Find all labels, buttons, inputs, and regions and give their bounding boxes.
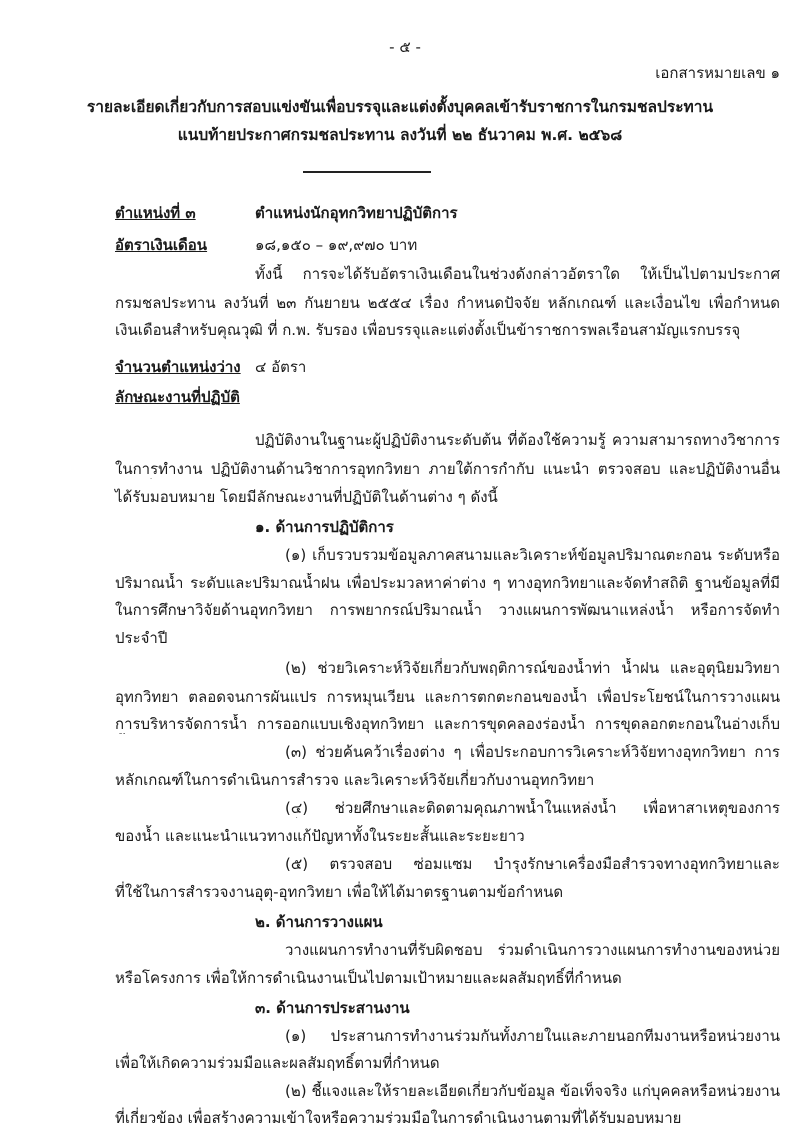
- duty-item: ที่เกี่ยวข้อง เพื่อสร้างความเข้าใจหรือความร่วมมือในการดำเนินงานตามที่ได้รับมอบหมาย: [115, 1109, 682, 1127]
- duty-item: ปริมาณน้ำ ระดับและปริมาณน้ำฝน เพื่อประมวลหาค่าต่าง ๆ ทางอุทกวิทยาและจัดทำสถิติ ฐานข้อมูลที่มี: [115, 574, 780, 592]
- duties-heading: ลักษณะงานที่ปฏิบัติ: [115, 388, 240, 406]
- duty-item: ที่ใช้ในการสำรวจงานอุตุ-อุทกวิทยา เพื่อให้ได้มาตรฐานตามข้อกำหนด: [115, 883, 564, 901]
- duty-item: (๒) ชี้แจงและให้รายละเอียดเกี่ยวกับข้อมูล ข้อเท็จจริง แก่บุคคลหรือหน่วยงาน: [285, 1082, 780, 1100]
- duties-intro: ได้รับมอบหมาย โดยมีลักษณะงานที่ปฏิบัติในด้านต่าง ๆ ดังนี้: [115, 488, 498, 506]
- duty-item: (๒) ช่วยวิเคราะห์วิจัยเกี่ยวกับพฤติการณ์ของน้ำท่า น้ำฝน และอุตุนิยมวิทยา: [285, 659, 780, 677]
- duty-item: ในการศึกษาวิจัยด้านอุทกวิทยา การพยากรณ์ปริมาณน้ำ วางแผนการพัฒนาแหล่งน้ำ หรือการจัดทำ: [115, 601, 780, 619]
- duty-item: (๑) ประสานการทำงานร่วมกันทั้งภายในและภายนอกทีมงานหรือหน่วยงาน: [285, 1027, 780, 1045]
- section-heading: ๑. ด้านการปฏิบัติการ: [255, 518, 394, 536]
- title-divider: [303, 171, 431, 173]
- duty-item: หรือโครงการ เพื่อให้การดำเนินงานเป็นไปตามเป้าหมายและผลสัมฤทธิ์ที่กำหนด: [115, 969, 622, 987]
- document-reference: เอกสารหมายเลข ๑: [655, 64, 780, 82]
- vacancies-label: จำนวนตำแหน่งว่าง: [115, 358, 241, 376]
- position-label: ตำแหน่งที่ ๓: [115, 204, 196, 222]
- duty-item: (๕) ตรวจสอบ ซ่อมแซม บำรุงรักษาเครื่องมือสำรวจทางอุทกวิทยาและ: [285, 855, 780, 873]
- salary-note: กรมชลประทาน ลงวันที่ ๒๓ กันยายน ๒๕๕๔ เรื่อง กำหนดปัจจัย หลักเกณฑ์ และเงื่อนไข เพื่อกำหนด: [115, 294, 780, 312]
- duty-item: ประจำปี: [115, 629, 168, 647]
- position-value: ตำแหน่งนักอุทกวิทยาปฏิบัติการ: [255, 204, 458, 222]
- duty-item: (๔) ช่วยศึกษาและติดตามคุณภาพน้ำในแหล่งน้ำ เพื่อหาสาเหตุของการ: [285, 799, 780, 817]
- document-title-line-1: รายละเอียดเกี่ยวกับการสอบแข่งขันเพื่อบรรจุและแต่งตั้งบุคคลเข้ารับราชการในกรมชลประทาน: [86, 98, 714, 116]
- duty-item: (๓) ช่วยค้นคว้าเรื่องต่าง ๆ เพื่อประกอบการวิเคราะห์วิจัยทางอุทกวิทยา การ: [285, 743, 780, 761]
- duty-item: เพื่อให้เกิดความร่วมมือและผลสัมฤทธิ์ตามที่กำหนด: [115, 1054, 440, 1072]
- duty-item: ของน้ำ และแนะนำแนวทางแก้ปัญหาทั้งในระยะสั้นและระยะยาว: [115, 827, 525, 845]
- section-heading: ๒. ด้านการวางแผน: [255, 913, 383, 931]
- salary-note: เงินเดือนสำหรับคุณวุฒิ ที่ ก.พ. รับรอง เพื่อบรรจุและแต่งตั้งเป็นข้าราชการพลเรือนสามัญแรกบรรจุ: [115, 321, 741, 339]
- section-heading: ๓. ด้านการประสานงาน: [255, 999, 410, 1017]
- duty-item: (๑) เก็บรวบรวมข้อมูลภาคสนามและวิเคราะห์ข้อมูลปริมาณตะกอน ระดับหรือ: [285, 546, 780, 564]
- salary-note: ทั้งนี้ การจะได้รับอัตราเงินเดือนในช่วงดังกล่าวอัตราใด ให้เป็นไปตามประกาศ: [255, 265, 780, 283]
- duty-item: วางแผนการทำงานที่รับผิดชอบ ร่วมดำเนินการวางแผนการทำงานของหน่วย: [285, 941, 780, 959]
- salary-label: อัตราเงินเดือน: [115, 236, 208, 254]
- duties-intro: ปฏิบัติงานในฐานะผู้ปฏิบัติงานระดับต้น ที่ต้องใช้ความรู้ ความสามารถทางวิชาการ: [255, 431, 780, 449]
- vacancies-value: ๔ อัตรา: [255, 358, 307, 376]
- duty-item: การบริหารจัดการน้ำ การออกแบบเชิงอุทกวิทยา และการขุดคลองร่องน้ำ การขุดลอกตะกอนในอ่างเก็บ: [115, 715, 780, 733]
- duties-intro: ในการทำงาน ปฏิบัติงานด้านวิชาการอุทกวิทยา ภายใต้การกำกับ แนะนำ ตรวจสอบ และปฏิบัติงานอื่น: [115, 460, 780, 478]
- page-number: - ๕ -: [389, 38, 421, 56]
- duty-item: อุทกวิทยา ตลอดจนการผันแปร การหมุนเวียน และการตกตะกอนของน้ำ เพื่อประโยชน์ในการวางแผน: [115, 688, 780, 706]
- duty-item: หลักเกณฑ์ในการดำเนินการสำรวจ และวิเคราะห์วิจัยเกี่ยวกับงานอุทกวิทยา: [115, 771, 595, 789]
- salary-value: ๑๘,๑๕๐ – ๑๙,๙๗๐ บาท: [255, 236, 418, 254]
- document-title-line-2: แนบท้ายประกาศกรมชลประทาน ลงวันที่ ๒๒ ธันวาคม พ.ศ. ๒๕๖๘: [177, 126, 623, 144]
